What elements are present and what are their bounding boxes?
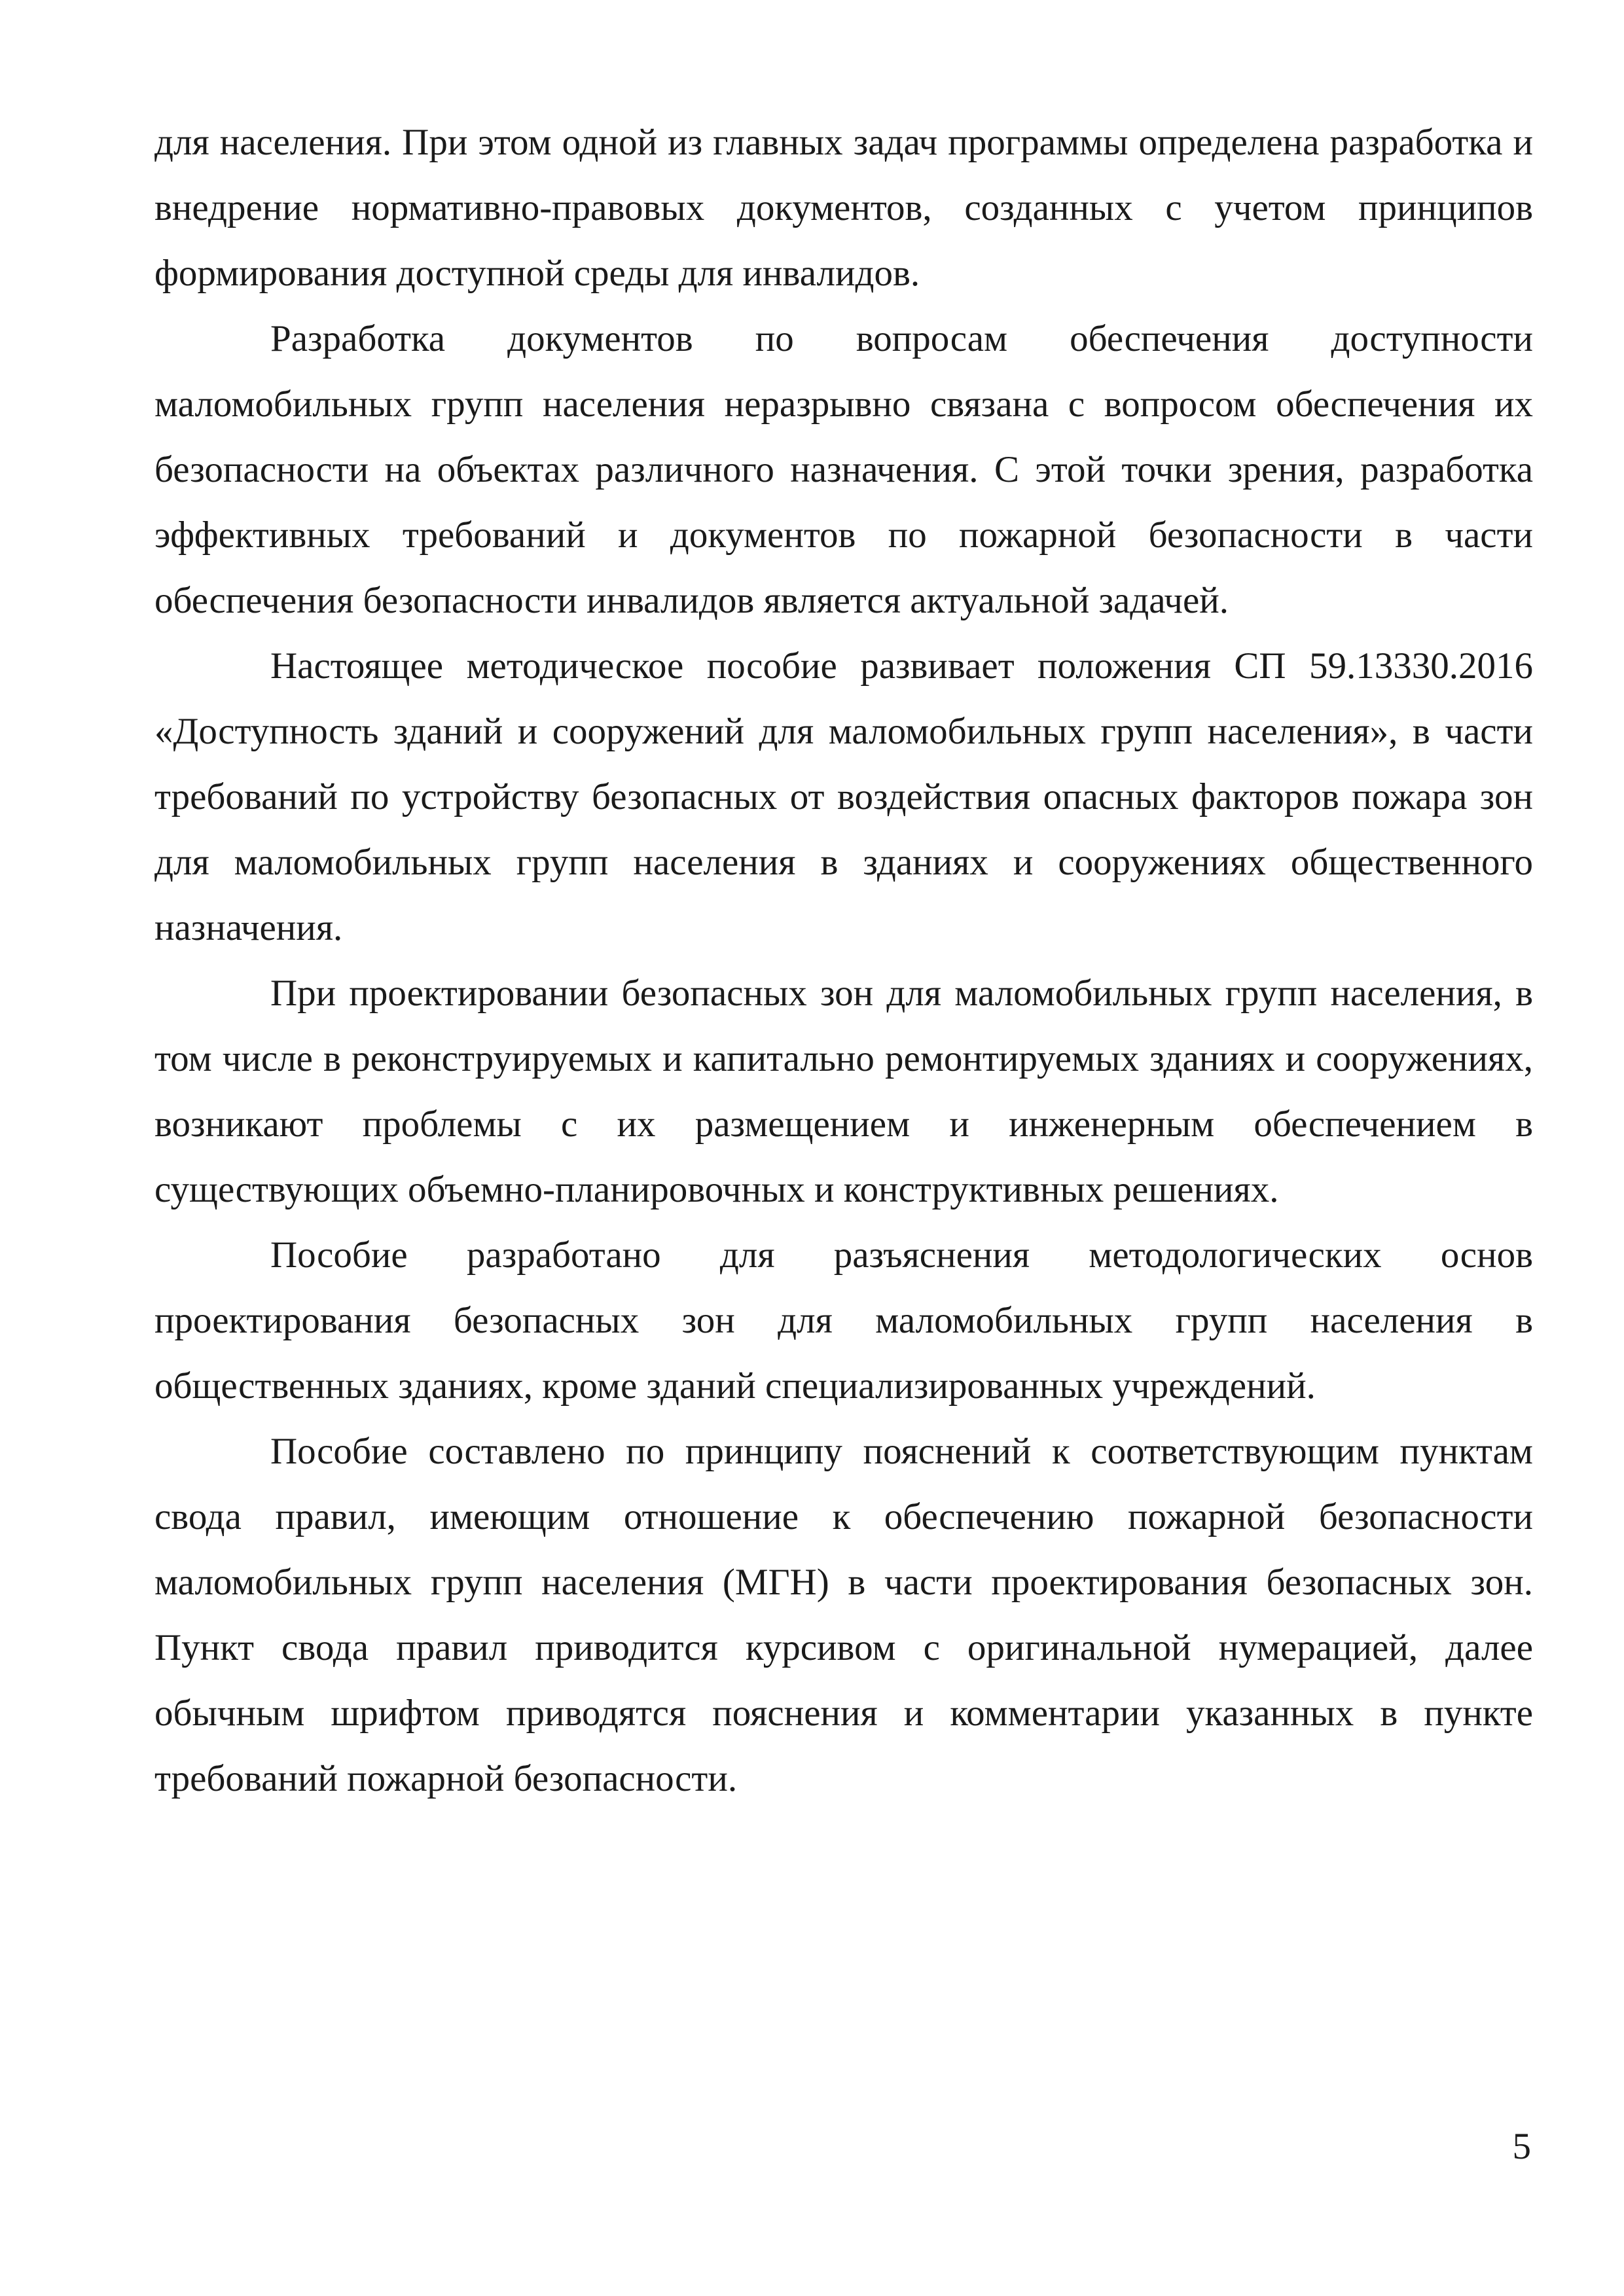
paragraph: Разработка документов по вопросам обеспечения доступности маломобильных групп населения неразрывно связана с вопросом обеспечения их безопасности на объектах различного назначения. С этой точки зрения, разработка эффективных требований и документов по пожарной безопасности в части обеспечения безопасности инвалидов является актуальной задачей.	[154, 318, 1533, 621]
paragraph: Пособие разработано для разъяснения методологических основ проектирования безопасных зон для маломобильных групп населения в общественных зданиях, кроме зданий специализированных учреждений.	[154, 1234, 1533, 1407]
page-number: 5	[1512, 2126, 1531, 2167]
paragraph: Пособие составлено по принципу пояснений к соответствующим пунктам свода правил, имеющим отношение к обеспечению пожарной безопасности маломобильных групп населения (МГН) в части проектирования безопасных зон. Пункт свода правил приводится курсивом с оригинальной нумерацией, далее обычным шрифтом приводятся пояснения и комментарии указанных в пункте требований пожарной безопасности.	[154, 1431, 1533, 1799]
paragraph: Настоящее методическое пособие развивает положения СП 59.13330.2016 «Доступность зданий и сооружений для маломобильных групп населения», в части требований по устройству безопасных от воздействия опасных факторов пожара зон для маломобильных групп населения в зданиях и сооружениях общественного назначения.	[154, 645, 1533, 948]
body-text	[154, 110, 1533, 1812]
paragraph-continuation: для населения. При этом одной из главных задач программы определена разработка и внедрение нормативно-правовых документов, созданных с учетом принципов формирования доступной среды для инвалидов.	[154, 122, 1533, 294]
paragraph: При проектировании безопасных зон для маломобильных групп населения, в том числе в реконструируемых и капитально ремонтируемых зданиях и сооружениях, возникают проблемы с их размещением и инженерным обеспечением в существующих объемно-планировочных и конструктивных решениях.	[154, 973, 1533, 1210]
